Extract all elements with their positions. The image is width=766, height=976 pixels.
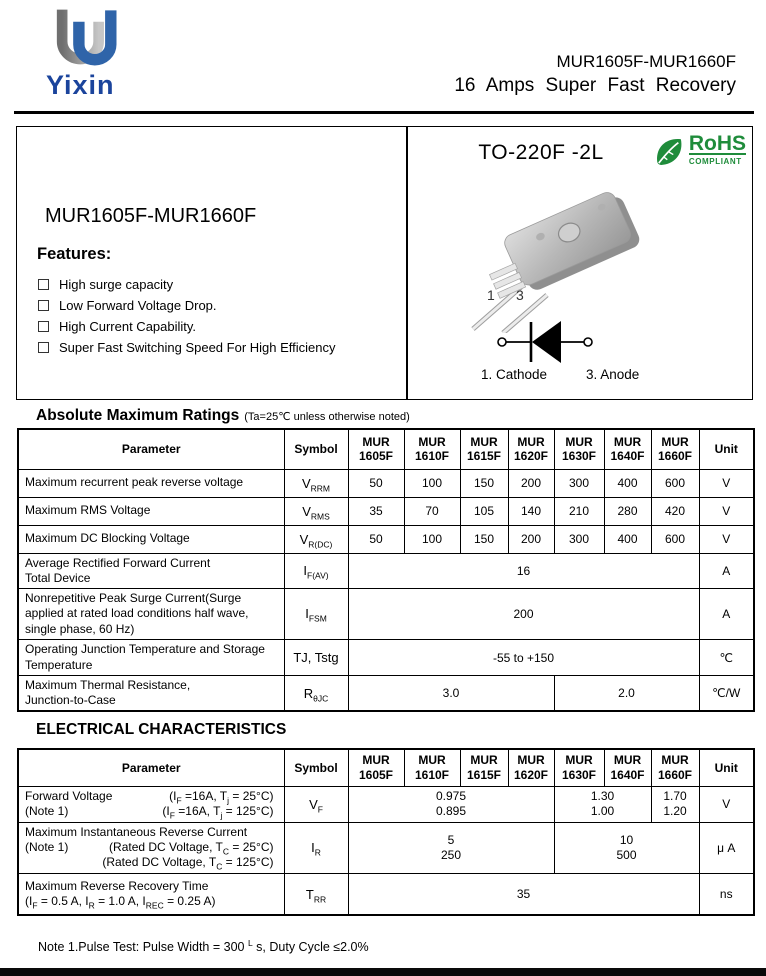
symbol-cell: $I_{F(AV)}$	[284, 553, 348, 588]
value-cell: 16	[348, 553, 699, 588]
param-cell: Maximum Reverse Recovery Time ($I_F = 0.5$ A, $I_R = 1.0$ A, $I_{REC} = 0.25$ A)	[18, 873, 284, 915]
value-cell: 600	[651, 525, 699, 553]
symbol-cell: $I_{FSM}$	[284, 588, 348, 640]
param-cell: Maximum recurrent peak reverse voltage	[18, 469, 284, 497]
table-row	[18, 588, 754, 640]
col-header-symbol: Symbol	[284, 429, 348, 469]
part-title: MUR1605F-MUR1660F	[45, 205, 257, 227]
leaf-icon	[652, 135, 686, 169]
value-cell: 280	[604, 497, 651, 525]
rohs-compliant-label: COMPLIANT	[688, 157, 742, 166]
header-part-range: MUR1605F-MUR1660F	[556, 52, 736, 71]
unit-cell: ℃	[699, 640, 754, 676]
value-cell: 200	[508, 469, 554, 497]
col-header-model: MUR 1610F	[404, 749, 460, 786]
value-cell: 1.30 1.00	[554, 786, 651, 822]
value-cell: 5 250	[348, 822, 554, 873]
col-header-model: MUR 1640F	[604, 429, 651, 469]
value-cell: 400	[604, 525, 651, 553]
diode-symbol-icon	[495, 315, 595, 374]
overview-divider	[406, 127, 408, 399]
symbol-cell: $V_{RMS}$	[284, 497, 348, 525]
col-header-parameter: Parameter	[18, 429, 284, 469]
value-cell: 100	[404, 525, 460, 553]
table-row	[18, 553, 754, 588]
unit-cell: V	[699, 786, 754, 822]
unit-cell: V	[699, 525, 754, 553]
checkbox-icon	[38, 300, 49, 311]
table-row	[18, 676, 754, 712]
symbol-cell: $R_{\theta JC}$	[284, 676, 348, 712]
feature-item	[38, 337, 336, 358]
param-cell: Maximum RMS Voltage	[18, 497, 284, 525]
col-header-unit: Unit	[699, 429, 754, 469]
col-header-model: MUR 1620F	[508, 429, 554, 469]
unit-cell: ℃/W	[699, 676, 754, 712]
symbol-cell: $T_{RR}$	[284, 873, 348, 915]
feature-text: Super Fast Switching Speed For High Efficiency	[59, 340, 336, 355]
col-header-model: MUR 1640F	[604, 749, 651, 786]
table-row	[18, 822, 754, 873]
rohs-label: RoHS	[688, 132, 746, 155]
rohs-badge	[652, 132, 746, 169]
value-cell: 210	[554, 497, 604, 525]
feature-item	[38, 295, 336, 316]
table-row	[18, 469, 754, 497]
value-cell: 100	[404, 469, 460, 497]
pin1-number: 1	[487, 287, 495, 303]
table-row	[18, 525, 754, 553]
feature-text: High surge capacity	[59, 277, 174, 292]
col-header-symbol: Symbol	[284, 749, 348, 786]
value-cell: 600	[651, 469, 699, 497]
col-header-unit: Unit	[699, 749, 754, 786]
symbol-cell: TJ, Tstg	[284, 640, 348, 676]
value-cell: -55 to +150	[348, 640, 699, 676]
checkbox-icon	[38, 342, 49, 353]
unit-cell: A	[699, 588, 754, 640]
amr-title-note: (Ta=25℃ unless otherwise noted)	[244, 411, 410, 423]
brand-name: Yixin	[46, 70, 115, 100]
table-header-row	[18, 749, 754, 786]
unit-cell: ns	[699, 873, 754, 915]
value-cell: 105	[460, 497, 508, 525]
unit-cell: A	[699, 553, 754, 588]
value-cell: 300	[554, 469, 604, 497]
col-header-model: MUR 1605F	[348, 429, 404, 469]
col-header-model: MUR 1620F	[508, 749, 554, 786]
value-cell: 140	[508, 497, 554, 525]
col-header-model: MUR 1615F	[460, 749, 508, 786]
col-header-model: MUR 1610F	[404, 429, 460, 469]
value-cell: 35	[348, 873, 699, 915]
value-cell: 2.0	[554, 676, 699, 712]
amr-title: Absolute Maximum Ratings	[36, 407, 240, 424]
value-cell: 1.70 1.20	[651, 786, 699, 822]
checkbox-icon	[38, 321, 49, 332]
symbol-cell: $V_F$	[284, 786, 348, 822]
value-cell: 70	[404, 497, 460, 525]
param-cell: Maximum DC Blocking Voltage	[18, 525, 284, 553]
value-cell: 50	[348, 525, 404, 553]
value-cell: 150	[460, 525, 508, 553]
param-cell: Maximum Instantaneous Reverse Current (Note 1) (Rated DC Voltage, $T_C = 25^\circ C$) (Rated DC Voltage, $T_C = 125^\circ C$)	[18, 822, 284, 873]
header-subtitle: 16 Amps Super Fast Recovery	[454, 75, 736, 96]
feature-text: High Current Capability.	[59, 319, 197, 334]
value-cell: 0.975 0.895	[348, 786, 554, 822]
value-cell: 3.0	[348, 676, 554, 712]
param-cell: Nonrepetitive Peak Surge Current(Surge applied at rated load conditions half wave, single phase, 60 Hz)	[18, 588, 284, 640]
value-cell: 50	[348, 469, 404, 497]
footnote: Note 1.Pulse Test: Pulse Width = 300 $^L$ s, Duty Cycle ≤2.0%	[38, 937, 369, 954]
col-header-model: MUR 1660F	[651, 429, 699, 469]
param-cell: Average Rectified Forward Current Total Device	[18, 553, 284, 588]
table-row	[18, 873, 754, 915]
table-row	[18, 497, 754, 525]
pin3-number: 3	[516, 287, 524, 303]
col-header-model: MUR 1660F	[651, 749, 699, 786]
anode-label: 3. Anode	[586, 367, 640, 382]
col-header-model: MUR 1605F	[348, 749, 404, 786]
param-cell: Operating Junction Temperature and Storage Temperature	[18, 640, 284, 676]
unit-cell: μ A	[699, 822, 754, 873]
checkbox-icon	[38, 279, 49, 290]
amr-section-heading	[36, 407, 410, 425]
page-bottom-bar	[0, 968, 766, 976]
col-header-model: MUR 1630F	[554, 749, 604, 786]
package-name: TO-220F -2L	[478, 141, 604, 164]
feature-item	[38, 274, 336, 295]
param-cell: Maximum Thermal Resistance, Junction-to-Case	[18, 676, 284, 712]
unit-cell: V	[699, 469, 754, 497]
value-cell: 35	[348, 497, 404, 525]
symbol-cell: $I_R$	[284, 822, 348, 873]
header-rule	[14, 111, 754, 114]
features-heading: Features:	[37, 245, 112, 263]
value-cell: 200	[508, 525, 554, 553]
value-cell: 300	[554, 525, 604, 553]
symbol-cell: $V_{R(DC)}$	[284, 525, 348, 553]
feature-text: Low Forward Voltage Drop.	[59, 298, 217, 313]
ec-section-heading	[36, 721, 286, 739]
electrical-characteristics-table	[17, 748, 755, 916]
feature-item	[38, 316, 336, 337]
col-header-model: MUR 1615F	[460, 429, 508, 469]
symbol-cell: $V_{RRM}$	[284, 469, 348, 497]
param-cell: Forward Voltage ($I_F =16A$, $T_j = 25^\circ C$) (Note 1) ($I_F =16A$, $T_j = 125^\circ C$)	[18, 786, 284, 822]
brand-logo-icon	[50, 8, 126, 77]
cathode-label: 1. Cathode	[481, 367, 548, 382]
ec-title: ELECTRICAL CHARACTERISTICS	[36, 721, 287, 738]
absolute-maximum-ratings-table	[17, 428, 755, 712]
value-cell: 200	[348, 588, 699, 640]
features-list	[38, 274, 336, 358]
value-cell: 10 500	[554, 822, 699, 873]
col-header-parameter: Parameter	[18, 749, 284, 786]
value-cell: 420	[651, 497, 699, 525]
unit-cell: V	[699, 497, 754, 525]
col-header-model: MUR 1630F	[554, 429, 604, 469]
value-cell: 150	[460, 469, 508, 497]
value-cell: 400	[604, 469, 651, 497]
table-row	[18, 640, 754, 676]
overview-box	[16, 126, 753, 400]
table-row	[18, 786, 754, 822]
table-header-row	[18, 429, 754, 469]
